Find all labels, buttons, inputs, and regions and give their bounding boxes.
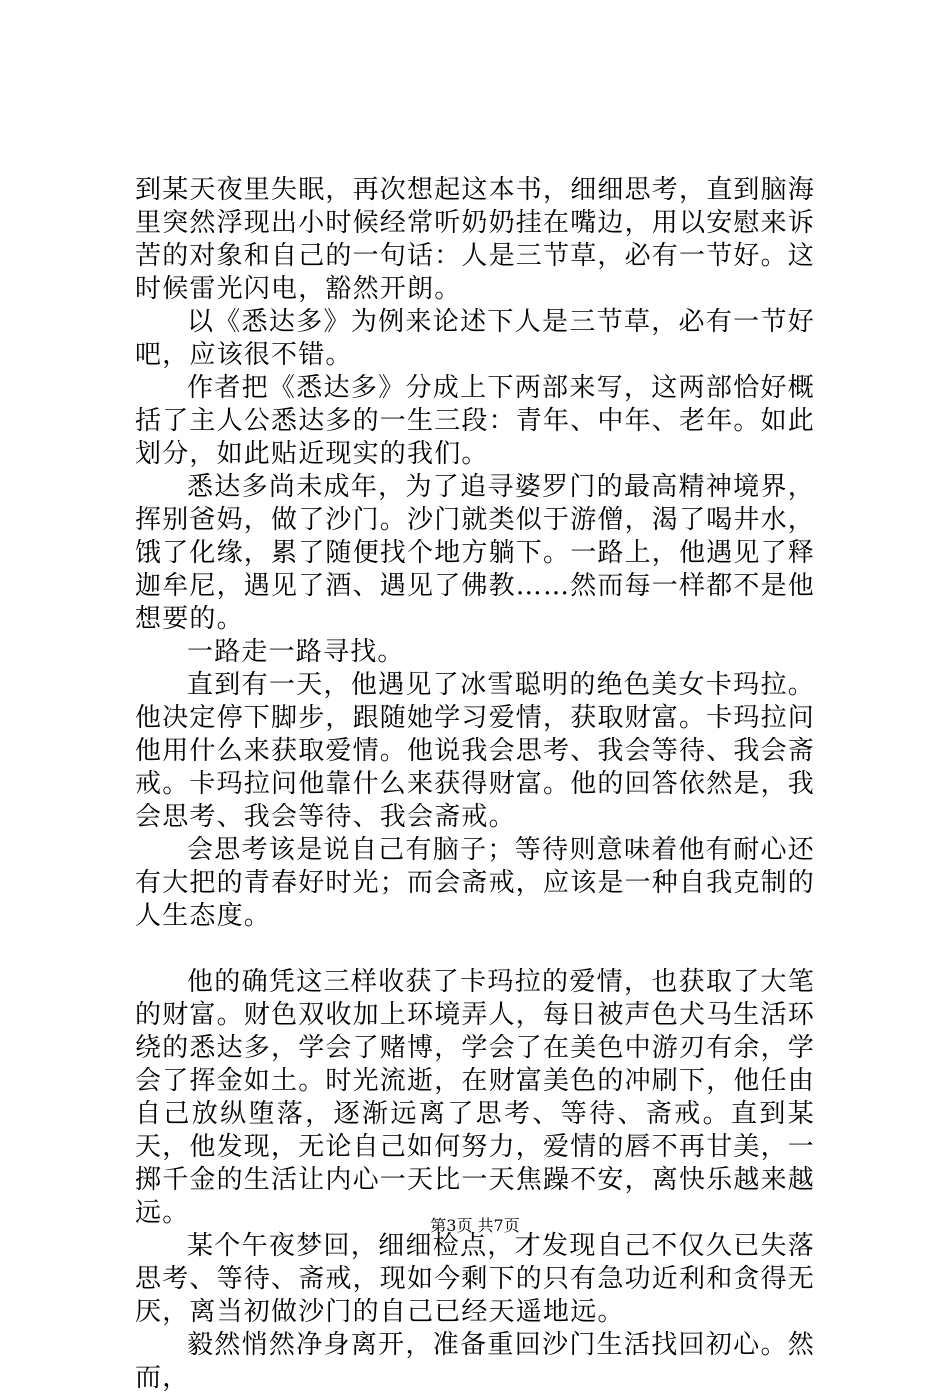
paragraph-1: 到某天夜里失眠，再次想起这本书，细细思考，直到脑海里突然浮现出小时候经常听奶奶挂在嘴边，用以安慰来诉苦的对象和自己的一句话：人是三节草，必有一节好。这时候雷光闪电，豁然开朗。 [135,175,816,304]
paragraph-8: 他的确凭这三样收获了卡玛拉的爱情，也获取了大笔的财富。财色双收加上环境弄人，每日被声色犬马生活环绕的悉达多，学会了赌博，学会了在美色中游刃有余，学会了挥金如土。时光流逝，在财富美色的冲刷下，他任由自己放纵堕落，逐渐远离了思考、等待、斋戒。直到某天，他发现，无论自己如何努力，爱情的唇不再甘美，一掷千金的生活让内心一天比一天焦躁不安，离快乐越来越远。 [135,967,816,1228]
page-body [135,174,815,1395]
paragraph-6: 直到有一天，他遇见了冰雪聪明的绝色美女卡玛拉。他决定停下脚步，跟随她学习爱情，获取财富。卡玛拉问他用什么来获取爱情。他说我会思考、我会等待、我会斋戒。卡玛拉问他靠什么来获得财富。他的回答依然是，我会思考、我会等待、我会斋戒。 [135,670,816,832]
paragraph-7: 会思考该是说自己有脑子；等待则意味着他有耐心还有大把的青春好时光；而会斋戒，应该是一种自我克制的人生态度。 [135,835,816,931]
page-number-footer: 第3页 共7页 [430,1216,520,1235]
paragraph-9: 某个午夜梦回，细细检点，才发现自己不仅久已失落思考、等待、斋戒，现如今剩下的只有急功近利和贪得无厌，离当初做沙门的自己已经天遥地远。 [135,1231,816,1327]
paragraph-gap [135,933,815,966]
paragraph-2: 以《悉达多》为例来论述下人是三节草，必有一节好吧，应该很不错。 [135,307,815,370]
paragraph-3: 作者把《悉达多》分成上下两部来写，这两部恰好概括了主人公悉达多的一生三段：青年、中年、老年。如此划分，如此贴近现实的我们。 [135,373,816,469]
paragraph-10: 毅然悄然净身离开，准备重回沙门生活找回初心。然而， [135,1330,815,1393]
paragraph-5: 一路走一路寻找。 [187,637,405,667]
paragraph-4: 悉达多尚未成年，为了追寻婆罗门的最高精神境界，挥别爸妈，做了沙门。沙门就类似于游僧，渴了喝井水，饿了化缘，累了随便找个地方躺下。一路上，他遇见了释迦牟尼，遇见了酒、遇见了佛教……然而每一样都不是他想要的。 [135,472,816,634]
